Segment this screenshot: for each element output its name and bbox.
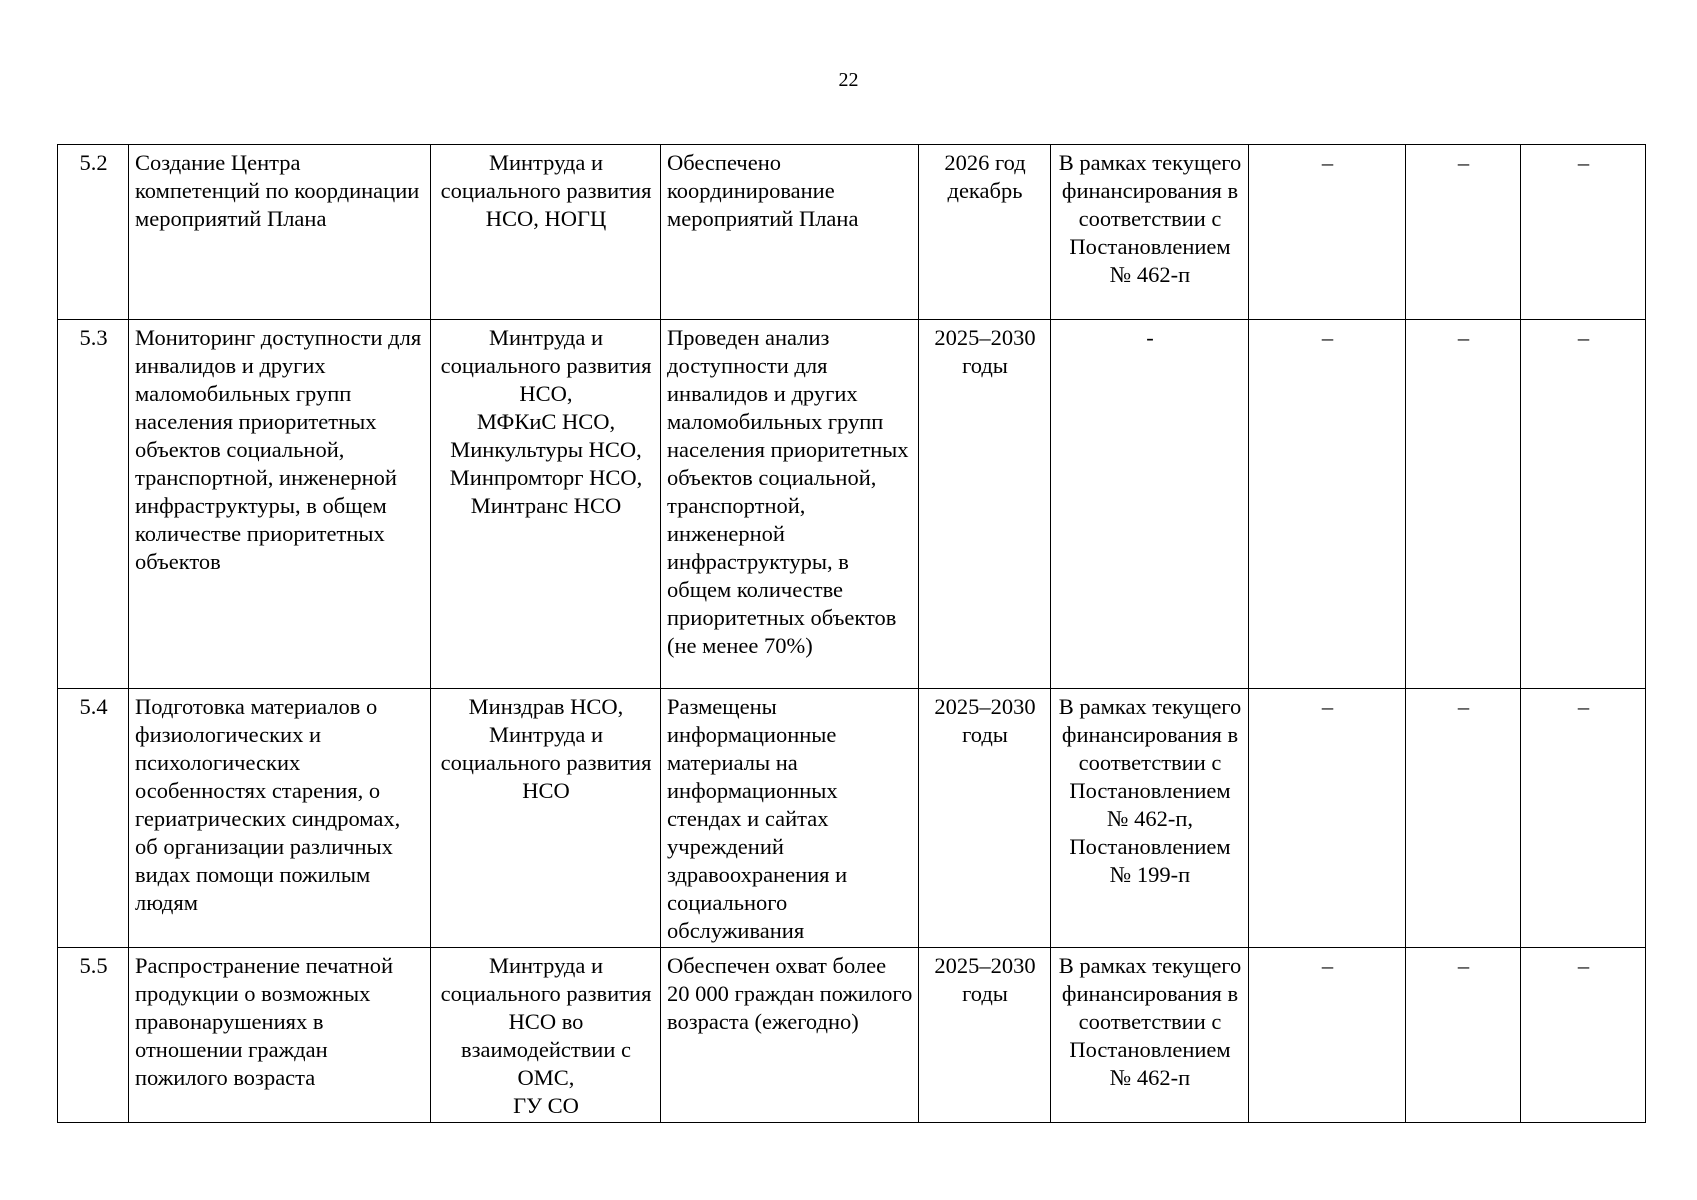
executor-cell: Минтруда и социального развития НСО во взаимодействии с ОМС, ГУ СО bbox=[431, 948, 661, 1123]
result-cell: Обеспечен охват более 20 000 граждан пожилого возраста (ежегодно) bbox=[661, 948, 919, 1123]
amount-cell: – bbox=[1406, 689, 1521, 948]
term-cell: 2026 год декабрь bbox=[919, 145, 1051, 320]
table-row bbox=[58, 320, 1646, 689]
amount-cell: – bbox=[1249, 320, 1406, 689]
term-cell: 2025–2030 годы bbox=[919, 948, 1051, 1123]
amount-cell: – bbox=[1406, 320, 1521, 689]
event-cell: Распространение печатной продукции о возможных правонарушениях в отношении граждан пожилого возраста bbox=[129, 948, 431, 1123]
amount-cell: – bbox=[1521, 145, 1646, 320]
funding-cell: - bbox=[1051, 320, 1249, 689]
table-row bbox=[58, 948, 1646, 1123]
page-number: 22 bbox=[838, 69, 859, 91]
event-cell: Создание Центра компетенций по координации мероприятий Плана bbox=[129, 145, 431, 320]
amount-cell: – bbox=[1521, 948, 1646, 1123]
result-cell: Размещены информационные материалы на информационных стендах и сайтах учреждений здравоохранения и социального обслуживания bbox=[661, 689, 919, 948]
item-number: 5.4 bbox=[58, 689, 129, 948]
funding-cell: В рамках текущего финансирования в соответствии с Постановлением № 462-п bbox=[1051, 145, 1249, 320]
table-row bbox=[58, 145, 1646, 320]
event-cell: Подготовка материалов о физиологических и психологических особенностях старения, о гериатрических синдромах, об организации различных видах помощи пожилым людям bbox=[129, 689, 431, 948]
plan-table bbox=[57, 144, 1646, 1123]
result-cell: Обеспечено координирование мероприятий Плана bbox=[661, 145, 919, 320]
item-number: 5.2 bbox=[58, 145, 129, 320]
term-cell: 2025–2030 годы bbox=[919, 320, 1051, 689]
executor-cell: Минтруда и социального развития НСО, МФКиС НСО, Минкультуры НСО, Минпромторг НСО, Минтранс НСО bbox=[431, 320, 661, 689]
item-number: 5.5 bbox=[58, 948, 129, 1123]
amount-cell: – bbox=[1249, 948, 1406, 1123]
amount-cell: – bbox=[1249, 145, 1406, 320]
funding-cell: В рамках текущего финансирования в соответствии с Постановлением № 462-п, Постановлением № 199-п bbox=[1051, 689, 1249, 948]
result-cell: Проведен анализ доступности для инвалидов и других маломобильных групп населения приоритетных объектов социальной, транспортной, инженерной инфраструктуры, в общем количестве приоритетных объектов (не менее 70%) bbox=[661, 320, 919, 689]
amount-cell: – bbox=[1249, 689, 1406, 948]
amount-cell: – bbox=[1521, 689, 1646, 948]
table-row bbox=[58, 689, 1646, 948]
item-number: 5.3 bbox=[58, 320, 129, 689]
amount-cell: – bbox=[1406, 145, 1521, 320]
amount-cell: – bbox=[1406, 948, 1521, 1123]
funding-cell: В рамках текущего финансирования в соответствии с Постановлением № 462-п bbox=[1051, 948, 1249, 1123]
term-cell: 2025–2030 годы bbox=[919, 689, 1051, 948]
executor-cell: Минтруда и социального развития НСО, НОГЦ bbox=[431, 145, 661, 320]
amount-cell: – bbox=[1521, 320, 1646, 689]
executor-cell: Минздрав НСО, Минтруда и социального развития НСО bbox=[431, 689, 661, 948]
event-cell: Мониторинг доступности для инвалидов и других маломобильных групп населения приоритетных объектов социальной, транспортной, инженерной инфраструктуры, в общем количестве приоритетных объектов bbox=[129, 320, 431, 689]
